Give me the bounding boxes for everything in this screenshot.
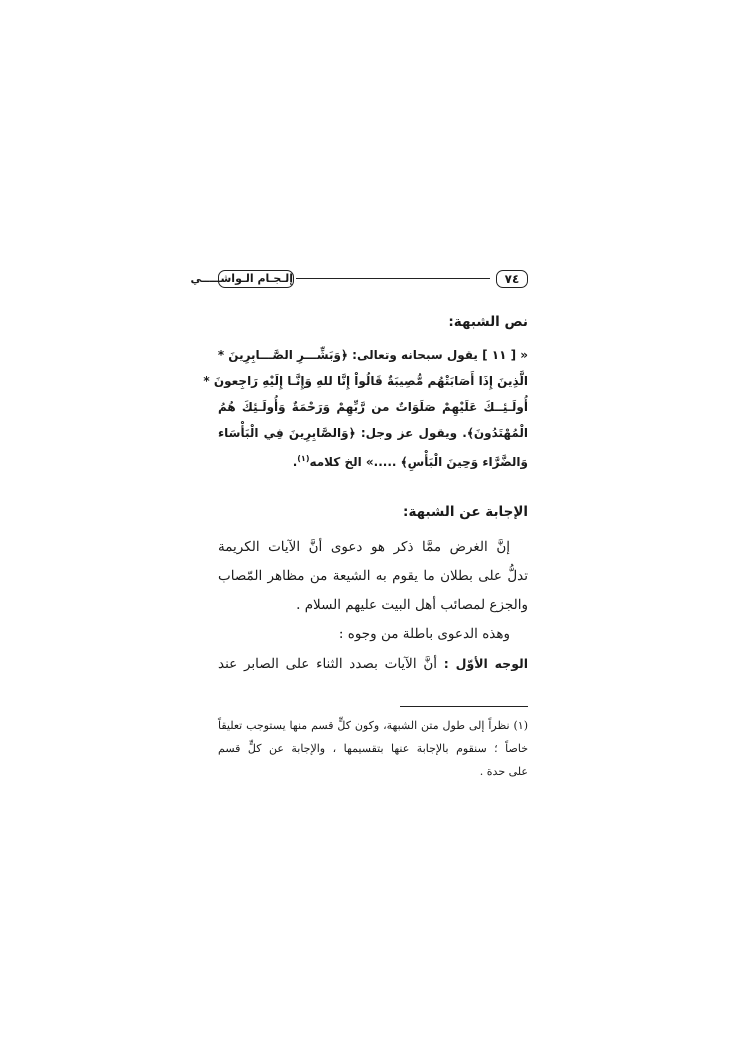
- footnote-separator: [400, 706, 528, 707]
- answer-line: إنَّ الغرض ممَّا ذكر هو دعوى أنَّ الآيات الكريمة: [218, 539, 510, 555]
- book-page: [190, 268, 529, 788]
- answer-line: تدلُّ على بطلان ما يقوم به الشيعة من مظاهر المّصاب: [218, 568, 528, 584]
- page-header: [190, 268, 528, 290]
- quote-line: « [ ١١ ] يقول سبحانه وتعالى: ﴿وَبَشِّـــرِ الصَّـــابِرِينَ *: [217, 348, 528, 362]
- answer-line: والجزع لمصائب أهل البيت عليهم السلام .: [296, 597, 528, 613]
- page-number: ٧٤: [496, 270, 528, 288]
- quoted-shubha-block: [203, 342, 528, 475]
- footnote-line: (١) نظراً إلى طول متن الشبهة، وكون كلٍّ قسم منها يستوجب تعليقاً: [218, 719, 528, 732]
- claim-line: وهذه الدعوى باطلة من وجوه :: [338, 626, 510, 642]
- quote-line: الَّذِينَ إِذَا أَصَابَتْهُم مُّصِيبَةٌ قَالُواْ إِنَّا للهِ وَإِنَّـا إِلَيْهِ رَاجِعونَ *: [203, 374, 528, 388]
- quote-line-text: وَالضَّرَّاء وَحِينَ الْبَأْسِ﴾ .....» الخ كلامه: [309, 455, 528, 469]
- first-aspect-text: أنَّ الآيات بصدد الثناء على الصابر عند: [218, 656, 438, 672]
- footnote: [218, 714, 528, 783]
- footnote-line: على حدة .: [479, 765, 528, 778]
- footnote-line: خاصاً ؛ سنقوم بالإجابة عنها بتقسيمها ، والإجابة عن كلٍّ قسم: [218, 742, 528, 755]
- quote-line: أُولَـئِــكَ عَلَيْهِمْ صَلَوَاتٌ من رَّبِّهِمْ وَرَحْمَةٌ وَأُولَـئِكَ هُمُ: [218, 400, 528, 414]
- section-heading-answer: الإجابة عن الشبهة:: [403, 504, 528, 520]
- book-title: إلـجـام الـواشـــــي: [218, 270, 294, 288]
- first-aspect-label: الوجه الأوّل :: [443, 656, 529, 671]
- section-heading-shubha-text: نص الشبهة:: [448, 314, 528, 330]
- first-aspect-line: [218, 649, 528, 679]
- header-rule: [296, 278, 490, 279]
- answer-paragraph: [218, 533, 528, 679]
- footnote-reference: (١): [297, 454, 310, 463]
- quote-line: الْمُهْتَدُونَ﴾. ويقول عز وجل: ﴿وَالصَّابِرِينَ فِي الْبَأْسَاء: [218, 426, 528, 440]
- quote-line-last: وَالضَّرَّاء وَحِينَ الْبَأْسِ﴾ .....» الخ كلامه$^{(١)}$.: [292, 454, 528, 469]
